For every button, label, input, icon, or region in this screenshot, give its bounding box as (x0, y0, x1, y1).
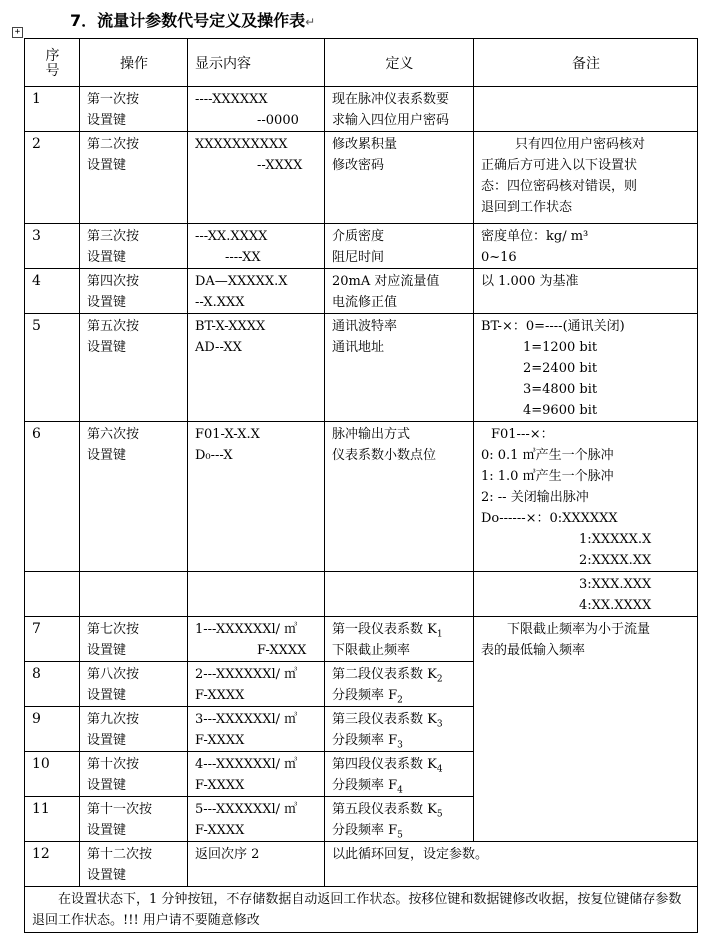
row-op: 第四次按 设置键 (80, 269, 188, 314)
row-display: 4---XXXXXXl/ ㎥ F-XXXX (188, 752, 325, 797)
section-title-text: 7．流量计参数代号定义及操作表 (70, 11, 306, 30)
row-op: 第十次按 设置键 (80, 752, 188, 797)
row-definition: 修改累积量 修改密码 (325, 132, 474, 224)
row-definition: 第一段仪表系数 $K_1$ 下限截止频率 (325, 617, 474, 662)
row-number: 1 (25, 87, 80, 132)
row-definition: 第四段仪表系数 $K_4$ 分段频率 $F_4$ (325, 752, 474, 797)
table-row (25, 224, 698, 269)
row-remark: 密度单位：kg/ m³ 0~16 (474, 224, 698, 269)
row-definition: 介质密度 阻尼时间 (325, 224, 474, 269)
header-seq: 序号 (25, 39, 80, 87)
row-op: 第二次按 设置键 (80, 132, 188, 224)
row-display: BT-X-XXXX AD--XX (188, 314, 325, 422)
header-remark: 备注 (474, 39, 698, 87)
row-definition: 第二段仪表系数 $K_2$ 分段频率 $F_2$ (325, 662, 474, 707)
header-row (25, 39, 698, 87)
row-definition: 通讯波特率 通讯地址 (325, 314, 474, 422)
row-remark: 下限截止频率为小于流量 表的最低输入频率 (474, 617, 698, 842)
table-row (25, 132, 698, 224)
row-op: 第十二次按 设置键 (80, 842, 188, 887)
row-definition: 现在脉冲仪表系数要 求输入四位用户密码 (325, 87, 474, 132)
row-number: 8 (25, 662, 80, 707)
row-display: DA—XXXXX.X --X.XXX (188, 269, 325, 314)
row-definition: 脉冲输出方式 仪表系数小数点位 (325, 422, 474, 572)
footer-note: 在设置状态下，1 分钟按钮，不存储数据自动返回工作状态。按移位键和数据键修改收据，按复位键储存参数退回工作状态。!!! 用户请不要随意修改 (25, 887, 698, 933)
row-display: ---XX.XXXX ----XX (188, 224, 325, 269)
row-definition: 第三段仪表系数 $K_3$ 分段频率 $F_3$ (325, 707, 474, 752)
row-definition: 以此循环回复，设定参数。 (325, 842, 698, 887)
row-remark: BT-×：0=----(通讯关闭) 1=1200 bit 2=2400 bit 3=4800 bit 4=9600 bit (474, 314, 698, 422)
row-remark: 只有四位用户密码核对 正确后方可进入以下设置状 态：四位密码核对错误，则 退回到工作状态 (474, 132, 698, 224)
row-remark: F01---×： 0: 0.1 ㎥产生一个脉冲 1: 1.0 ㎥产生一个脉冲 2: -- 关闭输出脉冲 Do------×：0:XXXXXX 1:XXXXX.X 2:XXXX.XX (474, 422, 698, 572)
row-op: 第七次按 设置键 (80, 617, 188, 662)
row-op: 第五次按 设置键 (80, 314, 188, 422)
row-op: 第九次按 设置键 (80, 707, 188, 752)
row-display: 3---XXXXXXl/ ㎥ F-XXXX (188, 707, 325, 752)
row-definition: 第五段仪表系数 $K_5$ 分段频率 $F_5$ (325, 797, 474, 842)
table-row (25, 422, 698, 572)
row-display: 返回次序 2 (188, 842, 325, 887)
row-number: 3 (25, 224, 80, 269)
row-op: 第十一次按 设置键 (80, 797, 188, 842)
section-title (70, 8, 315, 31)
row-display: 2---XXXXXXl/ ㎥ F-XXXX (188, 662, 325, 707)
row-number: 12 (25, 842, 80, 887)
row-display: 5---XXXXXXl/ ㎥ F-XXXX (188, 797, 325, 842)
row-display: 1---XXXXXXl/ ㎥ F-XXXX (188, 617, 325, 662)
header-op: 操作 (80, 39, 188, 87)
paragraph-mark-icon: ↵ (305, 15, 316, 29)
table-move-handle-icon[interactable]: + (12, 27, 23, 38)
footer-row (25, 887, 698, 933)
header-definition: 定义 (325, 39, 474, 87)
row-number (25, 572, 80, 617)
row-number: 9 (25, 707, 80, 752)
table-row (25, 314, 698, 422)
table-row (25, 87, 698, 132)
row-number: 4 (25, 269, 80, 314)
row-number: 10 (25, 752, 80, 797)
row-display: ----XXXXXX --0000 (188, 87, 325, 132)
row-op: 第八次按 设置键 (80, 662, 188, 707)
row-display: F01-X-X.X D₀---X (188, 422, 325, 572)
parameter-table (24, 38, 698, 933)
table-row (25, 842, 698, 887)
header-display: 显示内容 (188, 39, 325, 87)
row-display: XXXXXXXXXX --XXXX (188, 132, 325, 224)
row-definition (325, 572, 474, 617)
row-op: 第六次按 设置键 (80, 422, 188, 572)
row-number: 11 (25, 797, 80, 842)
row-display (188, 572, 325, 617)
continuation-row (25, 572, 698, 617)
row-op: 第一次按 设置键 (80, 87, 188, 132)
row-number: 2 (25, 132, 80, 224)
row-op (80, 572, 188, 617)
row-remark (474, 87, 698, 132)
row-number: 7 (25, 617, 80, 662)
row-op: 第三次按 设置键 (80, 224, 188, 269)
table-row (25, 617, 698, 662)
row-definition: 20mA 对应流量值 电流修正值 (325, 269, 474, 314)
row-number: 6 (25, 422, 80, 572)
table-row (25, 269, 698, 314)
row-remark: 以 1.000 为基准 (474, 269, 698, 314)
row-number: 5 (25, 314, 80, 422)
row-remark: 3:XXX.XXX 4:XX.XXXX (474, 572, 698, 617)
